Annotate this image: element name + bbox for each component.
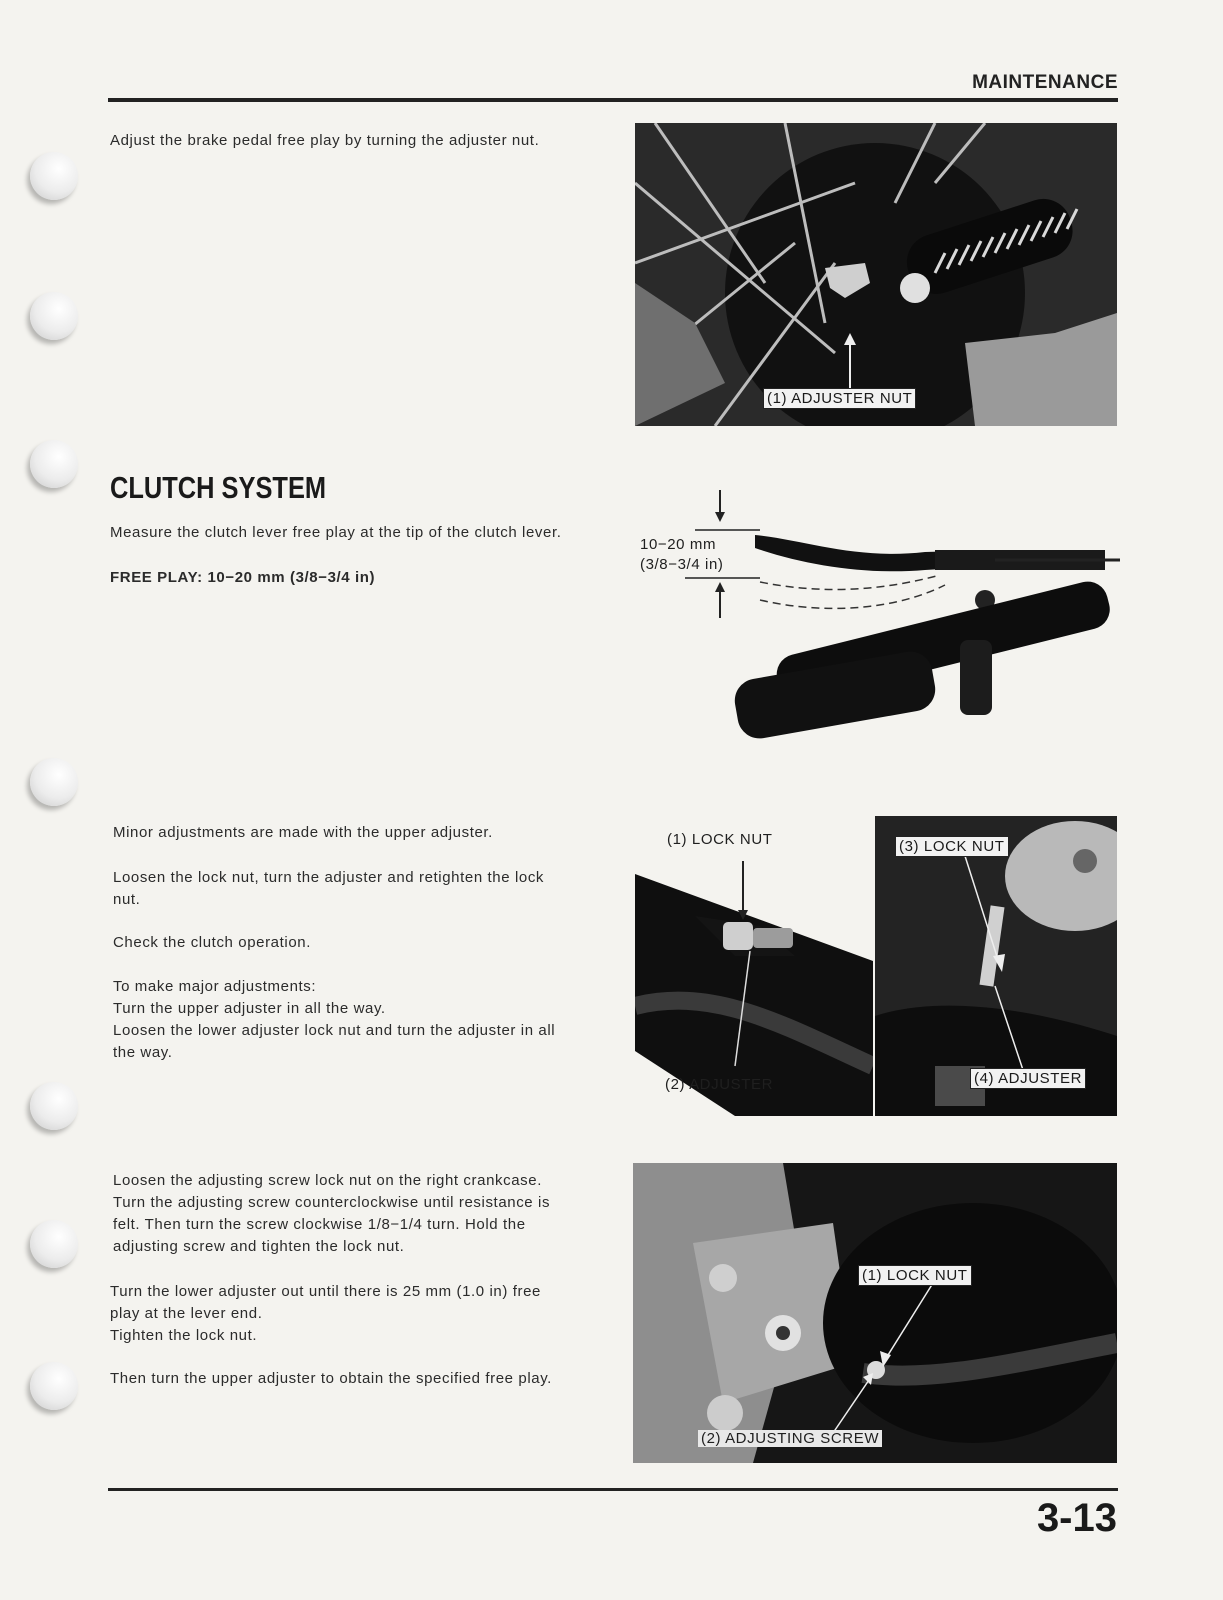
measure-instruction: Measure the clutch lever free play at the tip of the clutch lever.	[110, 524, 562, 541]
adjuster-label-2: (2) ADJUSTER	[665, 1076, 774, 1093]
lock-nut-callout: (1) LOCK NUT	[858, 1265, 972, 1286]
free-play-dimension-in: (3/8−3/4 in)	[640, 556, 724, 573]
binder-hole	[30, 440, 78, 488]
adjuster-nut-callout: (1) ADJUSTER NUT	[763, 388, 916, 409]
section-title: CLUTCH SYSTEM	[110, 470, 327, 505]
footer-rule	[108, 1488, 1118, 1491]
clutch-lever-illustration	[635, 490, 1120, 750]
minor-adjustment-text: Minor adjustments are made with the upper adjuster.	[113, 824, 493, 841]
adjuster-callout-4: (4) ADJUSTER	[970, 1068, 1086, 1089]
binder-hole	[30, 292, 78, 340]
crankcase-adjusting-screw-photo	[633, 1163, 1117, 1463]
check-operation-text: Check the clutch operation.	[113, 934, 311, 951]
binder-hole	[30, 758, 78, 806]
page-number: 3-13	[1036, 1496, 1117, 1540]
binder-hole	[30, 1220, 78, 1268]
header-rule	[108, 98, 1118, 102]
lower-adjuster-photo	[875, 816, 1117, 1116]
clutch-lever-diagram	[635, 490, 1120, 750]
binder-hole	[30, 152, 78, 200]
brake-adjuster-photo	[635, 123, 1117, 426]
free-play-spec: FREE PLAY: 10−20 mm (3/8−3/4 in)	[110, 569, 376, 586]
upper-adjuster-instruction: Then turn the upper adjuster to obtain the specified free play.	[110, 1370, 552, 1387]
lock-nut-callout-3: (3) LOCK NUT	[895, 836, 1009, 857]
brake-photo-illustration	[635, 123, 1117, 426]
major-adjustment-text: To make major adjustments: Turn the upper adjuster in all the way. Loosen the lower adjuster lock nut and turn the adjuster in all the way.	[113, 978, 556, 1061]
binder-hole	[30, 1362, 78, 1410]
lock-nut-label-1: (1) LOCK NUT	[667, 831, 773, 848]
upper-adjuster-illustration	[635, 826, 873, 1116]
binder-hole	[30, 1082, 78, 1130]
brake-instruction: Adjust the brake pedal free play by turning the adjuster nut.	[110, 132, 540, 149]
lower-adjuster-instruction: Turn the lower adjuster out until there is 25 mm (1.0 in) free play at the lever end. Tighten the lock nut.	[110, 1283, 541, 1344]
crankcase-instruction: Loosen the adjusting screw lock nut on the right crankcase. Turn the adjusting screw counterclockwise until resistance is felt. Then turn the screw clockwise 1/8−1/4 turn. Hold the adjusting screw and tighten the lock nut.	[113, 1172, 551, 1255]
crankcase-illustration	[633, 1163, 1117, 1463]
loosen-lock-nut-text: Loosen the lock nut, turn the adjuster and retighten the lock nut.	[113, 869, 545, 908]
upper-adjuster-diagram	[635, 826, 873, 1116]
adjusting-screw-label: (2) ADJUSTING SCREW	[698, 1430, 882, 1447]
section-header: MAINTENANCE	[972, 72, 1118, 93]
free-play-dimension-mm: 10−20 mm	[640, 536, 717, 553]
